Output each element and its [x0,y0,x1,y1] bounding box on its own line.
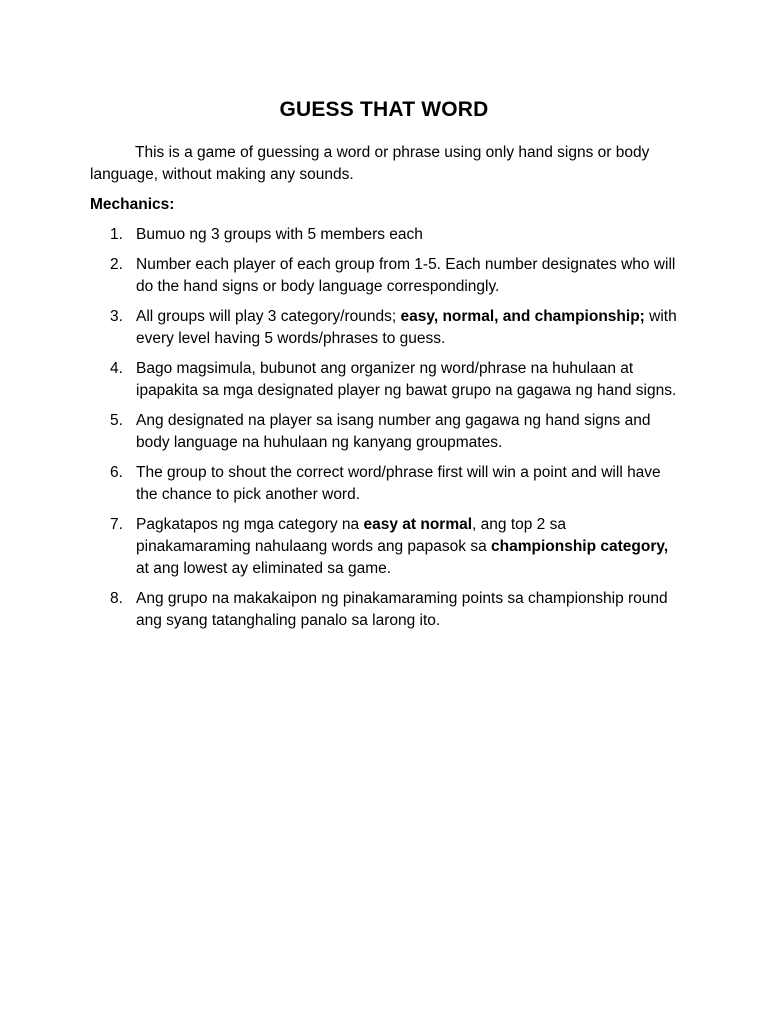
list-number-label: 2. [110,256,123,273]
text-run: Bumuo ng 3 groups with 5 members each [136,226,423,243]
text-run: Number each player of each group from 1-5. Each number designates who will do the hand signs or body language correspondingly. [136,256,676,295]
text-run: , ang top 2 sa pinakamaraming nahulaang words ang papasok sa [136,516,566,555]
list-item [90,224,678,246]
bold-text: championship category, [491,538,669,555]
list-item-number [90,514,136,580]
list-item-text [136,462,678,506]
document-title: GUESS THAT WORD [279,98,489,121]
list-item-text [136,588,678,632]
list-item-text [136,306,678,350]
list-number-label: 3. [110,308,123,325]
list-item [90,358,678,402]
list-item-number [90,254,136,298]
text-run: at ang lowest ay eliminated sa game. [136,560,392,577]
list-item-text [136,358,678,402]
list-number-label: 5. [110,412,123,429]
list-item [90,462,678,506]
list-item-text [136,224,678,246]
text-run: Pagkatapos ng mga category na [136,516,364,533]
list-number-label: 8. [110,590,123,607]
list-number-label: 7. [110,516,123,533]
text-run: with every level having 5 words/phrases to guess. [136,308,677,347]
list-item-text [136,254,678,298]
text-run: Bago magsimula, bubunot ang organizer ng word/phrase na huhulaan at ipapakita sa mga designated player ng bawat grupo na gagawa ng hand signs. [136,360,677,399]
list-number-label: 4. [110,360,123,377]
list-item-number [90,462,136,506]
list-item-number [90,358,136,402]
text-run: All groups will play 3 category/rounds; [136,308,401,325]
bold-text: easy at normal [363,516,473,533]
list-number-label: 1. [110,226,123,243]
list-item [90,306,678,350]
text-run: The group to shout the correct word/phrase first will win a point and will have the chance to pick another word. [136,464,661,503]
list-item-text [136,410,678,454]
text-run: Ang designated na player sa isang number ang gagawa ng hand signs and body language na huhulaan ng kanyang groupmates. [136,412,651,451]
list-item-number [90,224,136,246]
text-run: Ang grupo na makakaipon ng pinakamaraming points sa championship round ang syang tatanghaling panalo sa larong ito. [136,590,668,629]
list-item [90,588,678,632]
list-number-label: 6. [110,464,123,481]
list-item-number [90,588,136,632]
list-item [90,410,678,454]
mechanics-heading: Mechanics: [90,196,175,213]
bold-text: easy, normal, and championship; [400,308,645,325]
list-item-number [90,306,136,350]
mechanics-list [90,224,678,632]
list-item-text [136,514,678,580]
list-item [90,514,678,580]
list-item [90,254,678,298]
list-item-number [90,410,136,454]
intro-paragraph: This is a game of guessing a word or phrase using only hand signs or body language, without making any sounds. [90,144,650,183]
